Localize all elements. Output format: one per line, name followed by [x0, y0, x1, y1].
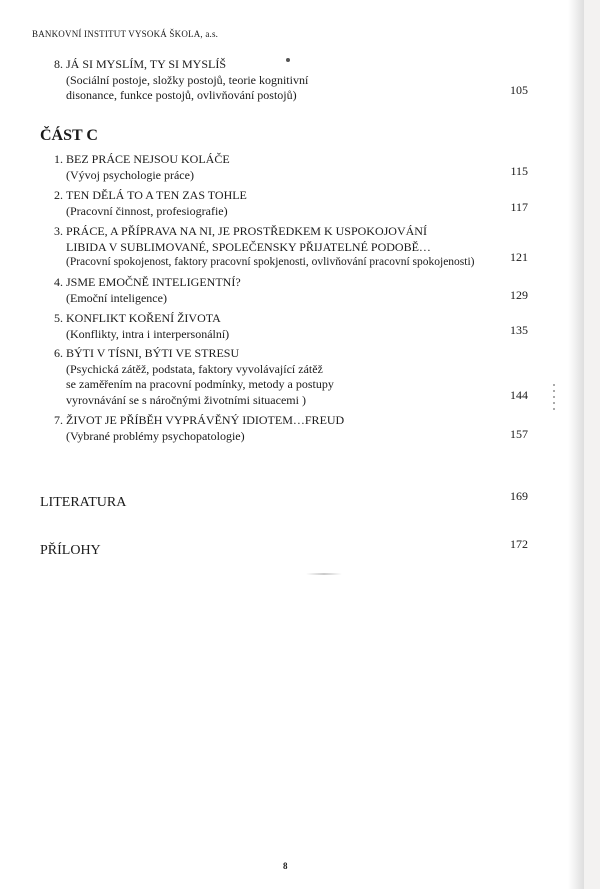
entry-title: JÁ SI MYSLÍM, TY SI MYSLÍŠ [66, 57, 227, 71]
entry-page-number: 157 [510, 427, 528, 441]
toc-entry-c6 [54, 346, 530, 408]
entry-title: BÝTI V TÍSNI, BÝTI VE STRESU [66, 346, 240, 360]
entry-body [66, 275, 530, 306]
entry-title: TEN DĚLÁ TO A TEN ZAS TOHLE [66, 188, 247, 202]
entry-body [66, 224, 530, 271]
entry-number: 1. [54, 152, 63, 166]
entry-title: JSME EMOČNĚ INTELIGENTNÍ? [66, 275, 241, 289]
entry-subtitle: (Sociální postoje, složky postojů, teorie kognitivní [66, 72, 309, 87]
entry-subtitle: (Psychická zátěž, podstata, faktory vyvolávající zátěž [66, 361, 323, 376]
entry-subtitle: (Emoční inteligence) [66, 290, 167, 305]
entry-title: PRÁCE, A PŘÍPRAVA NA NI, JE PROSTŘEDKEM K USPOKOJOVÁNÍ [66, 224, 427, 238]
toc-entry-8 [54, 57, 530, 104]
page-number: 8 [283, 861, 288, 871]
entry-number: 6. [54, 346, 63, 360]
entry-title: KONFLIKT KOŘENÍ ŽIVOTA [66, 311, 221, 325]
entry-page-number: 117 [510, 200, 528, 214]
entry-page-number: 129 [510, 288, 528, 302]
entry-number: 4. [54, 275, 63, 289]
entry-page-number: 121 [510, 250, 528, 264]
literatura-label: LITERATURA [40, 495, 127, 510]
entry-body [66, 57, 530, 104]
toc-entry-c2 [54, 188, 530, 219]
entry-page-number: 115 [510, 164, 528, 178]
section-heading: ČÁST C [40, 127, 98, 144]
entry-number: 8. [54, 57, 63, 71]
toc-entry-c3 [54, 224, 530, 271]
entry-subtitle: (Pracovní spokojenost, faktory pracovní spokjenosti, ovlivňování pracovní spokojenosti) [66, 256, 475, 268]
entry-number: 2. [54, 188, 63, 202]
toc-entry-c7 [54, 413, 530, 444]
entry-title-2: LIBIDA V SUBLIMOVANÉ, SPOLEČENSKY PŘIJATELNÉ PODOBĚ… [66, 239, 431, 254]
toc-entry-c1 [54, 152, 530, 183]
entry-page-number: 105 [510, 83, 528, 97]
literatura-page-number: 169 [510, 489, 528, 503]
prilohy-page-number: 172 [510, 537, 528, 551]
page-edge [584, 0, 600, 889]
entry-page-number: 144 [510, 388, 528, 402]
prilohy-label: PŘÍLOHY [40, 543, 101, 558]
entry-body [66, 311, 530, 342]
entry-number: 5. [54, 311, 63, 325]
entry-body [66, 188, 530, 219]
scan-smudge [306, 573, 342, 575]
entry-body [66, 346, 530, 408]
entry-title: ŽIVOT JE PŘÍBĚH VYPRÁVĚNÝ IDIOTEM…FREUD [66, 413, 345, 427]
entry-body [66, 413, 530, 444]
entry-subtitle: (Konflikty, intra i interpersonální) [66, 326, 230, 341]
entry-subtitle: (Pracovní činnost, profesiografie) [66, 203, 228, 218]
entry-number: 7. [54, 413, 63, 427]
entry-number: 3. [54, 224, 63, 238]
entry-page-number: 135 [510, 323, 528, 337]
entry-subtitle: (Vybrané problémy psychopatologie) [66, 428, 245, 443]
toc-entry-c4 [54, 275, 530, 306]
entry-subtitle-2: disonance, funkce postojů, ovlivňování postojů) [66, 88, 297, 102]
entry-subtitle: (Vývoj psychologie práce) [66, 167, 194, 182]
entry-subtitle-2: se zaměřením na pracovní podmínky, metody a postupy [66, 377, 334, 391]
entry-title: BEZ PRÁCE NEJSOU KOLÁČE [66, 152, 230, 166]
entry-body [66, 152, 530, 183]
toc-entry-c5 [54, 311, 530, 342]
page-header: BANKOVNÍ INSTITUT VYSOKÁ ŠKOLA, a.s. [32, 29, 219, 39]
entry-subtitle-3: vyrovnávání se s náročnými životními situacemi ) [66, 392, 306, 407]
scan-mark [553, 384, 555, 412]
